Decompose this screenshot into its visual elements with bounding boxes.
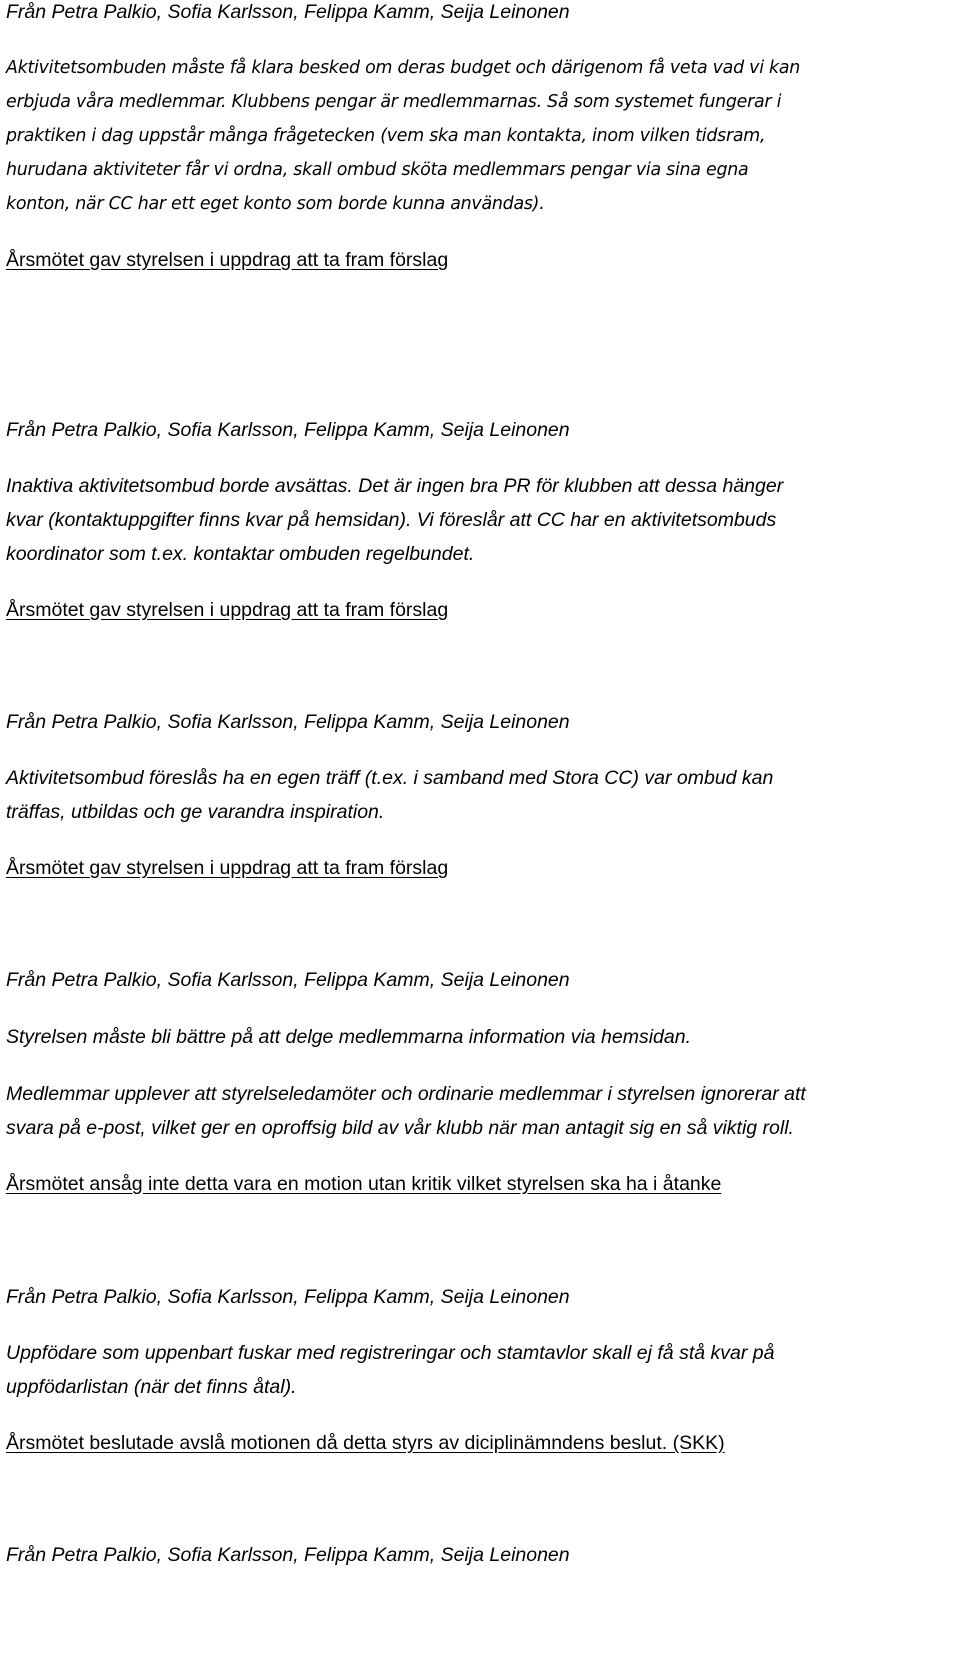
section-1-body-line-1: Aktivitetsombuden måste få klara besked om deras budget och därigenom få veta vad vi kan bbox=[6, 58, 801, 78]
section-2-from: Från Petra Palkio, Sofia Karlsson, Felippa Kamm, Seija Leinonen bbox=[6, 419, 570, 441]
section-3-from: Från Petra Palkio, Sofia Karlsson, Felippa Kamm, Seija Leinonen bbox=[6, 711, 570, 733]
section-5-body-line-2: uppfödarlistan (när det finns åtal). bbox=[6, 1376, 297, 1398]
section-4-from: Från Petra Palkio, Sofia Karlsson, Felippa Kamm, Seija Leinonen bbox=[6, 969, 570, 991]
section-4-body-line-1: Styrelsen måste bli bättre på att delge medlemmarna information via hemsidan. bbox=[6, 1026, 692, 1048]
section-5-decision: Årsmötet beslutade avslå motionen då detta styrs av diciplinämndens beslut. (SKK) bbox=[6, 1432, 725, 1454]
section-4-body-line-2: Medlemmar upplever att styrelseledamöter och ordinarie medlemmar i styrelsen ignorerar att bbox=[6, 1083, 806, 1105]
section-1-body-line-4: hurudana aktiviteter får vi ordna, skall ombud sköta medlemmars pengar via sina egna bbox=[6, 160, 749, 180]
section-2-body-line-1: Inaktiva aktivitetsombud borde avsättas. Det är ingen bra PR för klubben att dessa hänger bbox=[6, 475, 784, 497]
section-1-from: Från Petra Palkio, Sofia Karlsson, Felippa Kamm, Seija Leinonen bbox=[6, 1, 570, 23]
section-3-body-line-1: Aktivitetsombud föreslås ha en egen träff (t.ex. i samband med Stora CC) var ombud kan bbox=[6, 767, 774, 789]
section-3-body-line-2: träffas, utbildas och ge varandra inspiration. bbox=[6, 801, 385, 823]
section-2-body-line-3: koordinator som t.ex. kontaktar ombuden regelbundet. bbox=[6, 543, 475, 565]
section-2-body-line-2: kvar (kontaktuppgifter finns kvar på hemsidan). Vi föreslår att CC har en aktivitetsombuds bbox=[6, 509, 777, 531]
section-4-body-line-3: svara på e-post, vilket ger en oproffsig bild av vår klubb när man antagit sig en så viktig roll. bbox=[6, 1117, 794, 1139]
section-5-from: Från Petra Palkio, Sofia Karlsson, Felippa Kamm, Seija Leinonen bbox=[6, 1286, 570, 1308]
section-4-decision: Årsmötet ansåg inte detta vara en motion utan kritik vilket styrelsen ska ha i åtanke bbox=[6, 1173, 722, 1195]
section-3-decision: Årsmötet gav styrelsen i uppdrag att ta fram förslag bbox=[6, 857, 449, 879]
section-1-decision: Årsmötet gav styrelsen i uppdrag att ta fram förslag bbox=[6, 249, 449, 271]
section-1-body-line-3: praktiken i dag uppstår många frågetecken (vem ska man kontakta, inom vilken tidsram, bbox=[6, 126, 766, 146]
section-1-body-line-2: erbjuda våra medlemmar. Klubbens pengar är medlemmarnas. Så som systemet fungerar i bbox=[6, 92, 782, 112]
section-1-body-line-5: konton, när CC har ett eget konto som borde kunna användas). bbox=[6, 194, 545, 214]
section-6-from: Från Petra Palkio, Sofia Karlsson, Felippa Kamm, Seija Leinonen bbox=[6, 1544, 570, 1566]
section-5-body-line-1: Uppfödare som uppenbart fuskar med registreringar och stamtavlor skall ej få stå kvar på bbox=[6, 1342, 775, 1364]
section-2-decision: Årsmötet gav styrelsen i uppdrag att ta fram förslag bbox=[6, 599, 449, 621]
